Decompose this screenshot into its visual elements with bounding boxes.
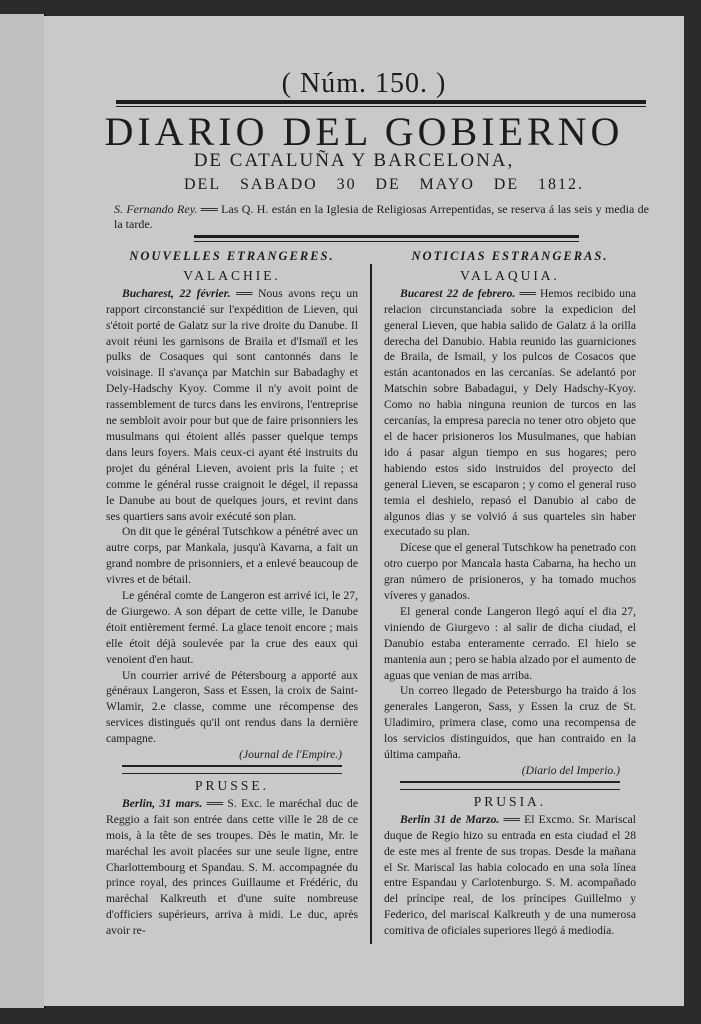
article-dateline: Bucarest 22 de febrero. — [400, 286, 516, 300]
article-paragraph: El general conde Langeron llegó aquí el dia 27, viniendo de Giurgevo : al salir de dicha ciudad, el Danubio estaba enteramente cerrado. El hielo se mantenia aun ; pero se habia alzado por el aumento de aguas que venian de mas arriba. — [384, 604, 636, 682]
header-bottom-rule — [194, 235, 579, 238]
paragraph-text: ══ Hemos recibido una relacion circunstanciada sobre la expedicion del general Lieven, que habia salido de Galatz á la orilla derecha del Danubio. Habia reunido las guarniciones de Braila, de Ismail, y los pulcos de Cosacos que están acantonados en las cercanías. Se adelantó por Matschin sobre Babadagui, y Dely Hadschy-Kyoy. Como no habia ninguna reunion de turcos en las cercanías, la empresa parecia no tener otro objeto que el de hacer prisioneros los Musulmanes, que habian ido á pasar algun tiempo en sus hogares; pero habiendo estos sido instruidos del proyecto del general Lieven, se escaparon ; y como el general ruso temia el deshielo, repasó el Danubio al cabo de algunos dias y se volvió á sus quarteles sin haber executado su plan. — [384, 286, 636, 539]
column-spanish — [384, 249, 636, 939]
paragraph-text: ══ Nous avons reçu un rapport circonstancié sur l'expédition de Lieven, qui s'étoit porté de Galatz sur la rive droite du Danube. Il avoit réuni les garnisons de Braila et d'Ismaïl et les pulks de Cosaques qui sont cantonnés dans le voisinage. Il s'avança par Matchin sur Babadaghy et Dely-Hadschy Kyoy. Comme il n'y avoit point de rassemblement de turcs dans les environs, l'entreprise ne sembloit avoir pour but que de faire prisonniers les musulmans qui étoient allés passer quelque temps dans leurs foyers. Mais ceux-ci ayant été instruits du projet du général Lieven, avoient pris la fuite ; et comme le général russe craignoit le dégel, il repassa le Danube au bout de quelques jours, et revint dans ses quartiers sans avoir exécuté son plan. — [106, 286, 358, 523]
section-heading: NOTICIAS ESTRANGERAS. — [411, 249, 609, 263]
newspaper-page — [44, 16, 684, 1006]
dateline-word: SABADO — [239, 176, 318, 193]
country-heading: VALACHIE. — [183, 267, 281, 283]
notice-text: ══ Las Q. H. están en la Iglesia de Religiosas Arrepentidas, se reserva á las seis y media de la tarde. — [114, 202, 649, 231]
country-heading: PRUSSE. — [195, 778, 269, 793]
column-french — [106, 249, 358, 939]
dateline-word: 30 — [336, 176, 357, 193]
masthead-rule-top-thin — [116, 106, 646, 107]
article-paragraph: Un correo llegado de Petersburgo ha traido á los generales Langeron, Sass, y Essen la cruz de St. Uladimiro, primera clase, como una recompensa de los servicios distinguidos, que han contraido en la última campaña. — [384, 684, 636, 762]
column-divider — [370, 264, 372, 944]
dateline-word: MAYO — [419, 176, 475, 193]
newspaper-subtitle: DE CATALUÑA Y BARCELONA, — [193, 150, 515, 171]
article-paragraph: On dit que le général Tutschkow a pénétré avec un autre corps, par Mankala, jusqu'à Kavarna, a fait un grand nombre de prisonniers, et a enlevé beaucoup de vivres et de bétail. — [106, 525, 358, 587]
paragraph-text: ══ El Excmo. Sr. Mariscal duque de Regio hizo su entrada en esta ciudad el 28 de este mes al frente de sus tropas. Desde la mañana el Sr. Mariscal las habia colocado en una sola línea entre Espandau y Carlotenburgo. S. M. acompañado del príncipe real, de los príncipes Guillelmo y Federico, del mariscal Kalkreuth y de una numerosa comitiva de oficiales superiores llegó á mediodía. — [384, 812, 636, 938]
dateline-word: 1812. — [537, 176, 584, 193]
header-bottom-rule-thin — [194, 241, 579, 242]
article-paragraph — [384, 286, 636, 541]
article-source: (Journal de l'Empire.) — [239, 748, 342, 762]
ornament-rule — [400, 781, 620, 790]
article-dateline: Bucharest, 22 février. — [122, 286, 231, 300]
issue-number: ( Núm. 150. ) — [281, 68, 447, 99]
article-dateline: Berlin 31 de Marzo. — [400, 812, 500, 826]
article-paragraph — [384, 812, 636, 939]
dateline-word: DE — [493, 176, 520, 193]
paragraph-text: ══ S. Exc. le maréchal duc de Reggio a fait son entrée dans cette ville le 28 de ce mois, à la tête de ses troupes. Dès le matin, Mr. le maréchal les avoit placées sur une seule ligne, entre Charlottembourg et Spandau. S. M. accompagnée du prince royal, des princes Guillaume et Frédéric, du maréchal Kalkreuth et d'une suite nombreuse d'officiers supérieurs, arriva à midi. Le duc, après avoir re- — [106, 796, 358, 938]
dateline — [184, 176, 584, 194]
article-paragraph: Dícese que el general Tutschkow ha penetrado con otro cuerpo por Mancala hasta Cabarna, ha hecho un gran número de prisioneros, y ha tomado muchos víveres y ganados. — [384, 541, 636, 603]
article-source: (Diario del Imperio.) — [521, 764, 620, 777]
church-notice — [114, 202, 649, 232]
article-paragraph — [106, 796, 358, 939]
newspaper-title: DIARIO DEL GOBIERNO — [104, 109, 624, 154]
dateline-word: DEL — [184, 176, 222, 193]
saint-of-day: S. Fernando Rey. — [114, 202, 198, 216]
adjacent-page-edge — [0, 14, 46, 1008]
dateline-word: DE — [375, 176, 401, 193]
country-heading: VALAQUIA. — [460, 267, 560, 283]
article-paragraph: Un courrier arrivé de Pétersbourg a apporté aux généraux Langeron, Sass et Essen, la croix de Saint-Wlamir, 2.e classe, comme une récompense des services distingués qu'il ont rendus dans la dernière campagne. — [106, 668, 358, 746]
article-paragraph: Le général comte de Langeron est arrivé ici, le 27, de Giurgewo. A son départ de cette ville, le Danube étoit entièrement fermé. La glace tenoit encore ; mais elle étoit déjà soulevée par la crue des eaux qui venoient d'en haut. — [106, 589, 358, 666]
masthead-rule-top — [116, 100, 646, 104]
country-heading: PRUSIA. — [473, 793, 547, 809]
ornament-rule — [122, 765, 342, 774]
article-dateline: Berlin, 31 mars. — [122, 796, 203, 810]
article-paragraph — [106, 286, 358, 525]
section-heading: NOUVELLES ETRANGERES. — [129, 249, 335, 263]
